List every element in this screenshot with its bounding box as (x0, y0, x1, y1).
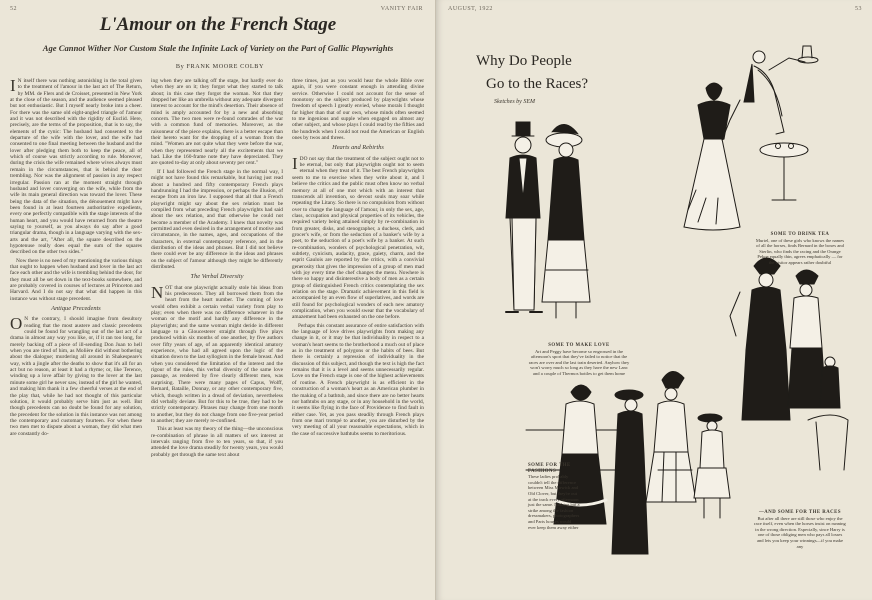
text-column-2 (151, 78, 283, 590)
section-heading: The Verbal Diversity (190, 273, 244, 281)
text-column-3 (292, 78, 424, 590)
article-subtitle: Age Cannot Wither Nor Custom Stale the Infinite Lack of Variety on the Part of Gallic Playwrights (42, 43, 394, 53)
page-number: 52 (10, 6, 17, 12)
caption-heading: SOME FOR THE FASHIONS (528, 463, 571, 474)
running-head: VANITY FAIR (380, 6, 423, 12)
caption-make-love (527, 343, 631, 377)
paragraph-text: OT that one playwright actually stole his ideas from his predecessors. They all borrowed them from the heart from the heart number. The coming of love would often exhibit a certain verbal variety from play to play; even when there was no difference whatever in the woman or the motif and hardly any difference in the playwrights; and the same woman might deride in different language to a Gloucesterer straight through five plays produced within six months of one another, by five authors over fifty years of age, of an apparently identical amatory experience, who had all agreed upon the logic of the situation down to the last syllogism in the female breast. And when you considered the limitation of the interest and the rigour of the rules, this verbal diversity of the same love passage, as rendered by five clearly different men, was surprising. There were many pages of Capus, Wolff, Bernard, Bataille, Donnay, or any other contemporary five, which, though written in a dread of deviation, nevertheless did verbally deviate. But for this to be true, they had to be strictly contemporary. Phrases may change from one month to another, but they do not change from one five-year period to another; they are merely re-confined. (151, 284, 283, 424)
paragraph: three times, just as you would hear the whole Bible over again, if you were constant enough in attending divine service. Otherwise I could not account for the sense of monotony on the subject produced by playwrights whose freedom of speech I greatly envied, whose morals I thought far higher than that of our own, whose minds often seemed to me ingenious and supple when engaged on almost any other subject, and whose plays I could read by the fifties and the hundreds when I could not read the American or English ones by twos and threes. (292, 78, 424, 142)
paragraph: If I had followed the French stage in the normal way, I might not have found this remarkable, but having just read about a hundred and fifty contemporary French plays handrunning I had the impression, or perhaps the illusion, of escape from an iron law. I supposed that all that a French playwright might say about the sex relation must be compiled from what preceding French playwrights had said about the sex relation, and that otherwise he could not become a member of the Academy. I knew that novelty was permitted and even desired in the arrangement of motive and circumstance, in the names, ages, and occupations of the characters, in external contemporary reference, and in the distribution of the ideas and phrases. But I did not believe there could ever be any difference in the ideas and phrases on the subject of l'amour although they might be differently distributed. (151, 168, 283, 270)
caption-races (754, 510, 846, 549)
drop-cap: N (151, 282, 164, 302)
paragraph: Perhaps this constant assurance of entire satisfaction with the language of love drives playwrights from making any change in it, or it may be that individuality in respect to a woman's heart seems to the brotherhood a much out of place as in the treatment of polygons or the habits of bees. But there is certainly a repression of individuality in the discussion of this subject, and though the text is high the fact remains that it is a level and seems unnecessarily regular. Love on the French stage is one of the highest achievements of routine. A French playwright is as efficient in the construction of a woman's heart as an American plumber in the making of a bathtub, and since there are no better hearts nor bathtubs on any stage, or in any household in the world, it seems like flying in the face of Providence to find fault in either case. Yet, as you pass steadily through French plays from one mari trompé to another, you are disturbed by the very meeting of all your reasonable expectations, which in the case of successive bathtubs seems to meritorious. (292, 322, 424, 437)
caption-text: Art and Peggy have become so engrossed in the afternoon's sport that they've failed to notice that the races are over and the last train deserted. Anyhow they won't worry much so long as they have the new Lanc and a couple of Thermos bottles to get them home (528, 348, 630, 376)
caption-text: But after all there are still those who enjoy the race itself, even when the horses insist on running in the wrong direction. Especially, since Harry is one of those obliging men who pays all losses and lets you keep your winnings—if you make any (754, 515, 846, 549)
section-heading: Antique Precedents (51, 305, 101, 313)
paragraph (10, 316, 142, 437)
paragraph (292, 153, 424, 321)
article-title: L'Amour on the French Stage (99, 14, 337, 35)
paragraph (151, 282, 283, 425)
caption-heading: SOME TO MAKE LOVE (548, 343, 610, 348)
drop-cap: O (10, 314, 23, 334)
tea-scene (684, 46, 818, 230)
byline: By FRANK MOORE COLBY (175, 63, 265, 70)
caption-fashions (528, 463, 580, 530)
paragraph-text: N itself there was nothing astonishing in the total given to the treatment of l'amour in the last act of The Return, by MM. de Flers and de Croisset, presented in New York at the close of the season, and the audience seemed pleased but not enthusiastic. But I myself nearly broke into a cheer. For there was the same old eight-angled triangle of l'amour and it was not described with the rigidity of Euclid. Here, precisely, are the terms of the proposition, that is to say, the elements of the cynic: The husband had consented to the departure of the wife with the lover, and the wife had consented to one final meeting between the husband and the lover after pledging them both to keep the peace, all of which of course was strictly according to rule. Moreover, during the crisis the wife remained where wives always must remain in the circumstances, that is behind the door trembling. Nor was the alignment of passion in any respect irregular. Passion ran at the moment straight through husband and lover converging on the wife, while from the wife its main general direction was toward the lover. These being the data of the situation, the dénouement might have been found in at least fourteen authoritative expedients, every one perfectly compatible with the stage interests of the human heart, and you would have returned from the theatre saying to yourself, as you always do say after a good triangular drama, though in a language varying with the sex-arts and the art, "After all, the square described on the hypotenuse really does equal the sum of the squares described on the other two sides." (10, 78, 142, 256)
text-column-1 (10, 78, 142, 590)
caption-drink-tea (754, 232, 846, 266)
running-head-date: AUGUST, 1922 (448, 6, 493, 12)
caption-text: Muriel, one of these girls who knows the names of all the horses, finds Bernard in the boxes and Sterlin, who finds the racing and the Orange Pekoe equally thin, agrees emphatically — for the visitor appears rather doubtful (755, 237, 845, 265)
caption-heading: —AND SOME FOR THE RACES (758, 510, 842, 515)
drop-cap: I (10, 78, 16, 95)
paragraph-text: N the contrary, I should imagine from desultory reading that the most austere and classic precedents could be found for wrangling out of the last act of a drama in almost any way you like, or, if it ran too long, for merely backing off a piece of ill-sending Don Juan to hell when you are tired of him, as Molière did without bothering about the dialogue; murdering all around in Shakespeare's way, with a jingle after the deaths to show that it's all for an act but no reason, at least it had a rhyme; or, like Terence, winding up a love affair by giving to the lover at the last minute some girl he never saw, instead of the girl he wanted, and making him thank it a few cheerful verses at the end of the play that, while he had not thought of this particular solution, it would probably serve him just as well. But though precedents can no doubt be found for any solution, the precedent for the solution in this instance was not among the contemporary and customary fourteen. For when these two men met to dispute about a woman, they did what men are constantly do- (10, 316, 142, 437)
paragraph (10, 78, 142, 256)
sketch-title-line: Go to the Races? (486, 76, 589, 92)
section-heading: Hearts and Rebirths (332, 144, 384, 152)
caption-heading: SOME TO DRINK TEA (770, 232, 830, 237)
paragraph: ing when they are talking off the stage, but hardly ever do when they are on it; they forgot what they started to talk about; in this case they forgot the woman. Not that they dropped her like an umbrella without any adequate divergent interest to account for the mind's desertion. Their absence of mind is amply accounted for by a new and absorbing concern. The two men were re-found comrades of the war with a common fund of memories. Moreover, as the raisonneur of the piece explains, there is a better escape than their hereto want for the dropping of a woman from the mind. "Women are not quite what they were before the war, when they represented nearly all the excitements that we had. Like the 160-frame note they have depreciated. They are quoted to-day at only about seventy per cent." (151, 78, 283, 167)
caption-text: These ladies probably couldn't tell the difference between Miss Mirwick and Old Clover, but they're out at the track every afternoon just the same. Nothing but a strike among the fashion dressmakers, photographers and Paris houses would ever keep them away either (528, 474, 580, 530)
races-scene (730, 258, 848, 470)
drop-cap: I (292, 153, 298, 173)
paragraph-text: DO not say that the treatment of the subject ought not to be eternal, but only that playwrights ought not to seem eternal when they treat of it. The best French playwrights seem to me to exercise when they write about it, and I believe the critics and the public must often know no verbal memory at all of one mot which with an interest that transcends all invention, so devout souls may soar while repeating the Litany. So there is no compulsion from without over to change the language of l'amour, in only the sex, age, class, occupation and physical properties of its vehicles, the required variety being attained simply by re-combination in from greater, disks, and stenographer, a duchess, clerk, and grocer's wife, or from the seduction of a banker's wife by a poet, to the seduction of a poet's wife by a banker. At such re-combination, wonders of psychological penetration, wit, subtlety, cynicism, audacity, grace, gaiety, charm, and the esprit Gaulois are reported by the critics, with a convivial generosity that gives the impression of a group of men mad with joy every time the chef changes the menu. Nowhere is there so happy and disinterestive a body of men as a certain group of distinguished French critics contemplating the sex relation on the stage. Dramatic achievement in this field is accompanied by an even flow of superlatives, and words are still found for psychological wonders of each new amatory complication, when you would swear that the vocabulary of amazement had been exhausted on the one before. (292, 155, 424, 321)
couple-scene (506, 122, 590, 318)
sketch-byline: Sketches by SEM (494, 99, 535, 105)
page-number: 53 (855, 6, 862, 12)
paragraph: This at least was my theory of the thing—the unconscious re-combination of phrase in all matters of sex interest at intervals ranging from five to ten years, so that, if you attended the love drama steadily for twenty years, you would probably get through the same text about (151, 426, 283, 458)
sketch-title (476, 50, 588, 96)
sketch-title-line: Why Do People (476, 53, 572, 69)
paragraph: Now there is no need of my mentioning the various things that ought to happen when husband and lover in the last act face each other and the wife is trembling behind the door, for they must all be set down in the text-books somewhere, and are probably covered in courses of lectures at Princeton and Harvard. And I do not say that what did happen in this instance was without stage precedent. (10, 257, 142, 302)
